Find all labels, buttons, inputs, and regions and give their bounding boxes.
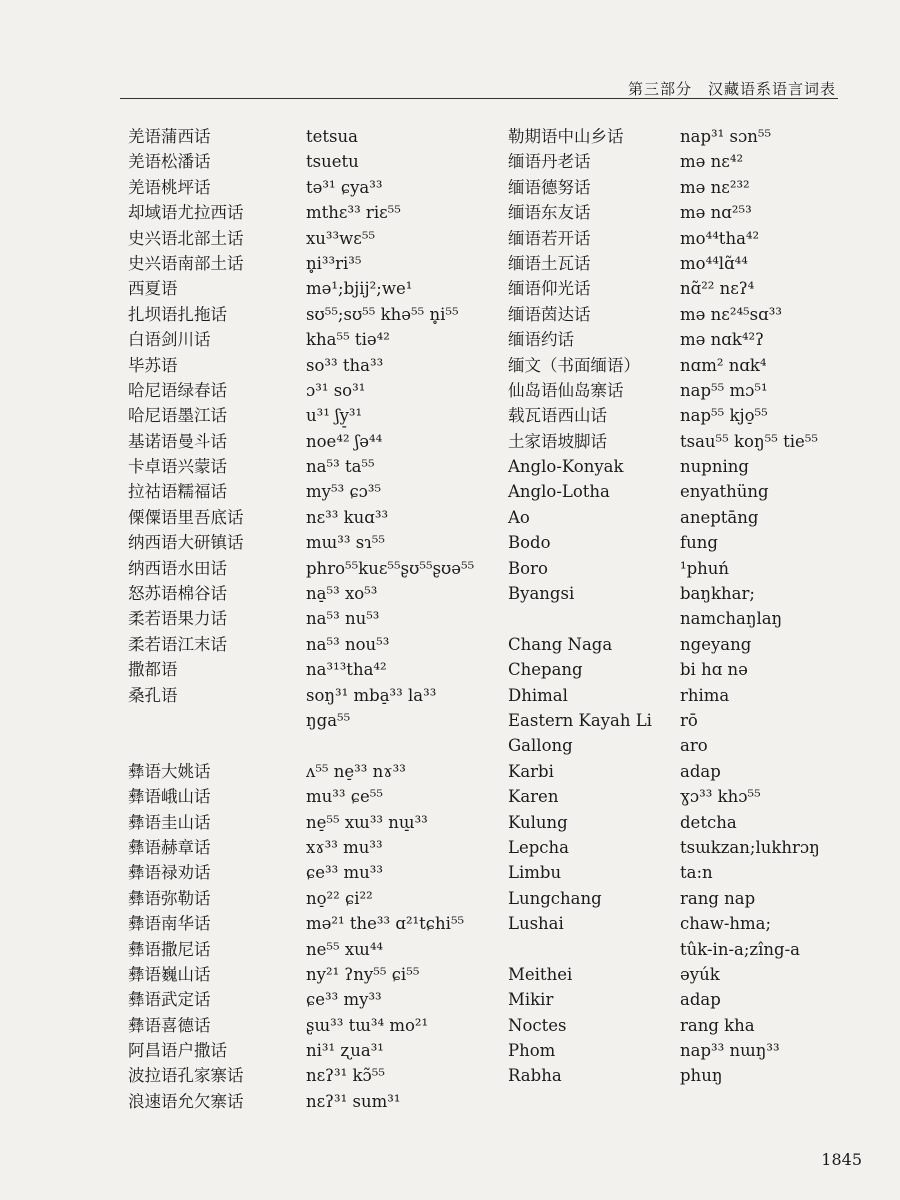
language-name [508,606,678,631]
word-form: my⁵³ ɕɔ³⁵ [306,482,382,502]
language-name: Ao [508,507,530,527]
word-form: noe⁴² ʃə⁴⁴ [306,431,383,451]
word-form: ny²¹ ʔny⁵⁵ ɕi⁵⁵ [306,964,420,984]
language-name: 哈尼语墨江话 [128,406,227,426]
language-name: Kulung [508,812,568,832]
word-form: mɯ³³ sɿ⁵⁵ [306,533,385,553]
language-name: Lushai [508,914,564,934]
language-name: 彝语禄劝话 [128,863,211,883]
language-name: 基诺语曼斗话 [128,431,227,451]
language-name [128,733,303,758]
word-form: mə nɑ²⁵³ [680,203,752,223]
word-form: na̠⁵³ xo⁵³ [306,584,378,604]
word-form: əyúk [680,964,720,984]
word-form: namchaŋlaŋ [680,609,783,629]
language-name: 彝语巍山话 [128,964,211,984]
word-form: soŋ³¹ mba̠³³ la³³ [306,685,437,705]
language-name: 缅语东友话 [508,203,591,223]
language-name: Limbu [508,863,562,883]
language-name: 卡卓语兴蒙话 [128,457,227,477]
word-form: tsuetu [306,152,359,172]
language-name: 史兴语北部土话 [128,228,244,248]
language-name: 白语剑川话 [128,330,211,350]
language-name: 缅语若开话 [508,228,591,248]
language-name: 仙岛语仙岛寨话 [508,380,624,400]
word-form: nɑ̃²² nɛʔ⁴ [680,279,755,299]
word-form: na⁵³ ta⁵⁵ [306,457,375,477]
word-form: tetsua [306,127,358,146]
word-form: baŋkhar; [680,584,755,604]
left-word-forms [306,124,501,1114]
language-name: 史兴语南部土话 [128,253,244,273]
word-form: rō [680,710,698,730]
running-header: 第三部分 汉藏语系语言词表 [627,80,836,98]
language-name: 缅语丹老话 [508,152,591,172]
word-form: so³³ tha³³ [306,355,384,375]
word-form: ŋga⁵⁵ [306,710,351,730]
language-name: 波拉语孔家寨话 [128,1066,244,1086]
language-name: 缅文（书面缅语） [508,355,640,375]
word-form: tsau⁵⁵ koŋ⁵⁵ tie⁵⁵ [680,431,818,451]
word-form: nap⁵⁵ mɔ⁵¹ [680,380,768,400]
language-name: Mikir [508,990,554,1010]
language-name: 彝语南华话 [128,914,211,934]
word-form: kha⁵⁵ tiə⁴² [306,330,390,350]
language-name: 土家语坡脚话 [508,431,607,451]
word-form: ni³¹ ʐua³¹ [306,1041,384,1061]
right-word-forms [680,124,880,1089]
word-form: ɕe³³ mu³³ [306,863,383,883]
word-form: ne̠⁵⁵ xɯ³³ nɯ̠³³ [306,812,428,832]
word-form: bi hɑ nə [680,660,748,680]
language-name: Eastern Kayah Li [508,710,652,730]
language-name: 却域语尤拉西话 [128,203,244,223]
language-name: Meithei [508,964,573,984]
word-form: na⁵³ nu⁵³ [306,609,380,629]
word-form: nɛʔ³¹ sum³¹ [306,1091,401,1111]
word-form: ngeyang [680,634,752,654]
word-form: no̠²² ɕi²² [306,888,373,908]
word-form: ne⁵⁵ xɯ⁴⁴ [306,939,384,959]
language-name: 怒苏语棉谷话 [128,584,227,604]
language-name: 纳西语水田话 [128,558,227,578]
word-form: na⁵³ nou⁵³ [306,634,390,654]
language-name: 彝语弥勒话 [128,888,211,908]
language-name: Byangsi [508,584,575,604]
word-form: adap [680,761,721,781]
language-name: 彝语撒尼话 [128,939,211,959]
language-name: 西夏语 [128,279,178,299]
word-form: n̥i³³ri³⁵ [306,253,362,273]
language-name: Phom [508,1041,556,1061]
language-name: 彝语圭山话 [128,812,211,832]
word-form: mə nɑk⁴²ʔ [680,330,764,350]
word-form: phuŋ [680,1066,723,1086]
language-name: 彝语峨山话 [128,787,211,807]
language-name: Lungchang [508,888,602,908]
language-name: 羌语桃坪话 [128,177,211,197]
word-form: mə nɛ²⁴⁵sɑ³³ [680,304,782,324]
language-name: 彝语大姚话 [128,761,211,781]
word-form: aro [680,736,708,756]
word-form: ɕe³³ my³³ [306,990,382,1010]
word-form: nɑm² nɑk⁴ [680,355,767,375]
word-form: tsɯkzan;lukhrɔŋ [680,837,820,857]
word-form: mə nɛ⁴² [680,152,744,172]
word-form: u³¹ ʃy̠³¹ [306,406,363,426]
word-form: mə²¹ the³³ ɑ²¹tɕhi⁵⁵ [306,914,465,934]
language-name: 缅语茵达话 [508,304,591,324]
word-form: tûk-in-a;zîng-a [680,939,800,959]
language-name: Chepang [508,660,583,680]
word-form: phro⁵⁵kuɛ⁵⁵ʂʊ⁵⁵ʂʊə⁵⁵ [306,558,475,578]
right-language-names [508,124,678,1089]
language-name: Anglo-Konyak [508,457,624,477]
language-name: Karen [508,787,559,807]
word-form: detcha [680,812,737,832]
language-name: 拉祜语糯福话 [128,482,227,502]
language-name: 缅语土瓦话 [508,253,591,273]
language-name: Gallong [508,736,573,756]
word-form: ʂɯ³³ tɯ³⁴ mo²¹ [306,1015,429,1035]
word-form: tə³¹ ɕya³³ [306,177,383,197]
word-form: nɛ³³ kuɑ³³ [306,507,389,527]
word-form: ɔ³¹ so³¹ [306,380,366,400]
language-name: 柔若语果力话 [128,609,227,629]
language-name: 柔若语江末话 [128,634,227,654]
language-name: 缅语约话 [508,330,574,350]
language-name: 彝语武定话 [128,990,211,1010]
language-name: 羌语松潘话 [128,152,211,172]
header-rule [120,98,838,99]
word-form: ¹phuń [680,558,730,578]
word-form: chaw-hma; [680,914,772,934]
language-name: 阿昌语户撒话 [128,1041,227,1061]
language-name: Anglo-Lotha [508,482,610,502]
word-form: xu³³wɛ⁵⁵ [306,228,376,248]
word-form [306,733,501,758]
word-form: mə nɛ²³² [680,177,750,197]
language-name: 缅语德努话 [508,177,591,197]
word-form: nap⁵⁵ kjo̠⁵⁵ [680,406,768,426]
word-form: rang kha [680,1015,755,1035]
language-name: Noctes [508,1015,567,1035]
word-form: mə¹;bjij²;we¹ [306,279,413,299]
word-form: nɛʔ³¹ kɔ̃⁵⁵ [306,1066,385,1086]
word-form: mo⁴⁴tha⁴² [680,228,760,248]
word-form: nupning [680,457,749,477]
language-name [508,937,678,962]
word-form: xɤ³³ mu³³ [306,837,383,857]
language-name: Rabha [508,1066,562,1086]
word-form: mo⁴⁴lɑ̃⁴⁴ [680,253,748,273]
language-name: Dhimal [508,685,568,705]
language-name: 彝语喜德话 [128,1015,211,1035]
language-name: 毕苏语 [128,355,178,375]
word-form: rhima [680,685,730,705]
language-name: 纳西语大研镇话 [128,533,244,553]
language-name: Karbi [508,761,554,781]
word-form: fung [680,533,718,553]
page-number: 1845 [821,1150,862,1169]
word-form: aneptāng [680,507,759,527]
word-form: enyathüng [680,482,769,502]
language-name: 羌语蒲西话 [128,127,211,146]
language-name: 浪速语允欠寨话 [128,1091,244,1111]
word-form: ɣɔ³³ khɔ⁵⁵ [680,787,761,807]
left-language-names [128,124,303,1114]
language-name: 傈僳语里吾底话 [128,507,244,527]
word-form: ta:n [680,863,713,883]
language-name: 彝语赫章话 [128,837,211,857]
language-name: Boro [508,558,548,578]
language-name: 缅语仰光话 [508,279,591,299]
word-form: nap³¹ sɔn⁵⁵ [680,127,772,146]
word-form: rang nap [680,888,756,908]
language-name: 撒都语 [128,660,178,680]
word-form: sʊ⁵⁵;sʊ⁵⁵ khə⁵⁵ n̥i⁵⁵ [306,304,459,324]
language-name: 扎坝语扎拖话 [128,304,227,324]
language-name: 桑孔语 [128,685,178,705]
language-name: 载瓦语西山话 [508,406,607,426]
language-name [128,708,303,733]
language-name: Lepcha [508,837,569,857]
language-name: 勒期语中山乡话 [508,127,624,146]
language-name: Chang Naga [508,634,613,654]
language-name: Bodo [508,533,551,553]
language-name: 哈尼语绿春话 [128,380,227,400]
word-form: mu³³ ɕe⁵⁵ [306,787,383,807]
word-form: mthɛ³³ riɛ⁵⁵ [306,203,401,223]
word-form: ʌ⁵⁵ ne̠³³ nɤ³³ [306,761,406,781]
word-form: na³¹³tha⁴² [306,660,387,680]
word-form: nap³³ nɯŋ³³ [680,1041,780,1061]
word-form: adap [680,990,721,1010]
